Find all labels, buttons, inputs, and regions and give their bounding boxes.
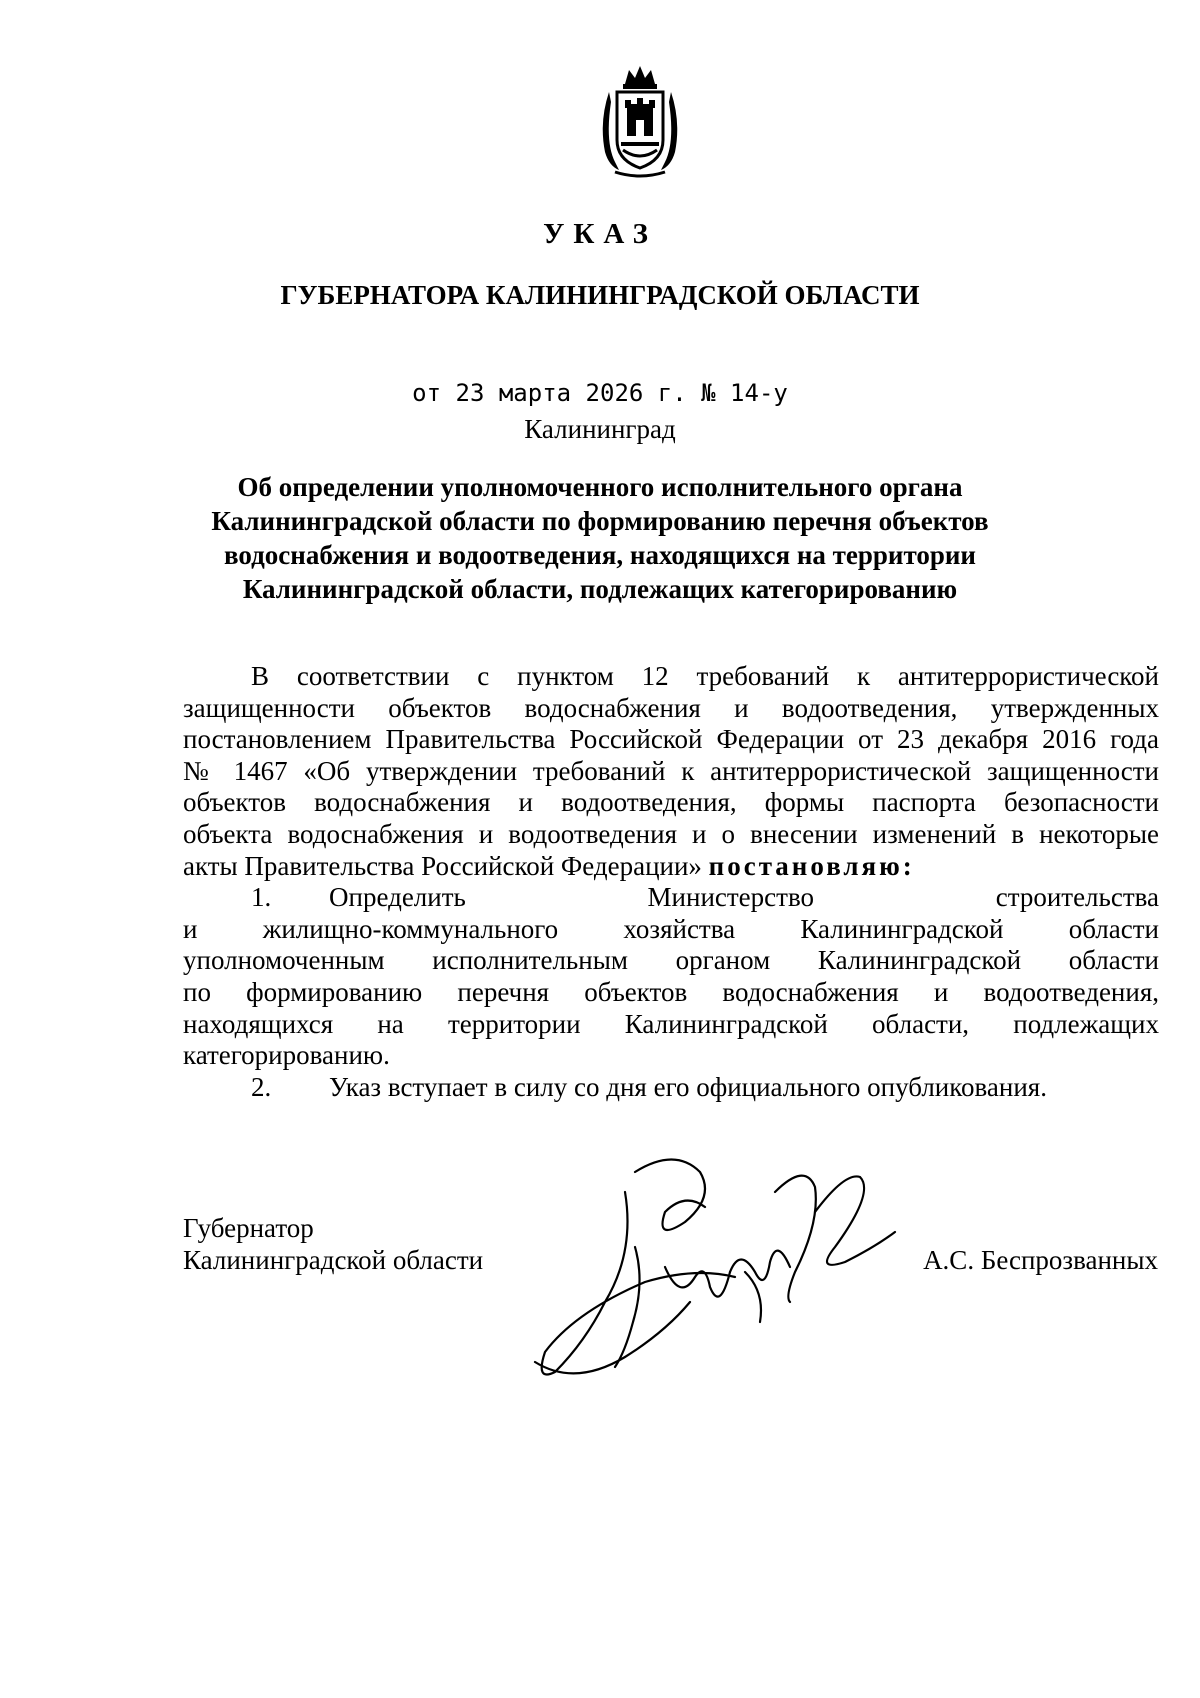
city: Калининград bbox=[524, 414, 676, 444]
decree-title bbox=[150, 470, 1050, 606]
preamble-last-line bbox=[183, 851, 1159, 883]
signatory-name: А.С. Беспрозванных bbox=[923, 1245, 1158, 1275]
preamble-line: защищенности объектов водоснабжения и водоотведения, утвержденных bbox=[183, 692, 1159, 723]
item-text: Указ вступает в силу со дня его официального опубликования. bbox=[329, 1071, 1047, 1102]
item-1-line: уполномоченным исполнительным органом Калининградской области bbox=[183, 945, 1159, 976]
title-line: водоснабжения и водоотведения, находящихся на территории bbox=[224, 540, 976, 570]
decree-word: постановляю: bbox=[708, 850, 915, 881]
document-type: УКАЗ bbox=[543, 218, 657, 250]
preamble-line: постановлением Правительства Российской Федерации от 23 декабря 2016 года bbox=[183, 724, 1159, 755]
signatory-position bbox=[183, 1212, 483, 1276]
decree-body bbox=[183, 661, 1159, 1103]
item-1-line: по формированию перечня объектов водоснабжения и водоотведения, bbox=[183, 976, 1159, 1007]
position-line: Губернатор bbox=[183, 1213, 314, 1243]
title-line: Калининградской области, подлежащих категорированию bbox=[242, 574, 958, 604]
item-2-line bbox=[183, 1072, 1159, 1104]
preamble-line: В соответствии с пунктом 12 требований к антитеррористической bbox=[251, 661, 1159, 691]
position-line: Калининградской области bbox=[183, 1245, 484, 1275]
item-1-line: находящихся на территории Калининградской области, подлежащих bbox=[183, 1008, 1159, 1039]
preamble-line: акты Правительства Российской Федерации» bbox=[183, 850, 702, 881]
date-and-number: от 23 марта 2026 г. № 14-у bbox=[412, 379, 788, 407]
item-text: Определить Министерство строительства bbox=[329, 882, 1159, 913]
item-1-line: категорированию. bbox=[183, 1040, 390, 1071]
handwritten-signature bbox=[515, 1152, 915, 1387]
coat-of-arms-icon bbox=[595, 62, 685, 180]
preamble-line: объекта водоснабжения и водоотведения и о внесении изменений в некоторые bbox=[183, 818, 1159, 849]
title-line: Калининградской области по формированию перечня объектов bbox=[211, 506, 989, 536]
preamble-line: объектов водоснабжения и водоотведения, формы паспорта безопасности bbox=[183, 787, 1159, 818]
item-number: 2. bbox=[251, 1071, 272, 1102]
title-line: Об определении уполномоченного исполнительного органа bbox=[237, 472, 963, 502]
preamble-line: № 1467 «Об утверждении требований к антитеррористической защищенности bbox=[183, 755, 1159, 786]
item-1-line: и жилищно-коммунального хозяйства Калининградской области bbox=[183, 913, 1159, 944]
item-number: 1. bbox=[251, 882, 272, 913]
issuer-title: ГУБЕРНАТОРА КАЛИНИНГРАДСКОЙ ОБЛАСТИ bbox=[280, 280, 920, 310]
item-1-line bbox=[183, 882, 1159, 914]
